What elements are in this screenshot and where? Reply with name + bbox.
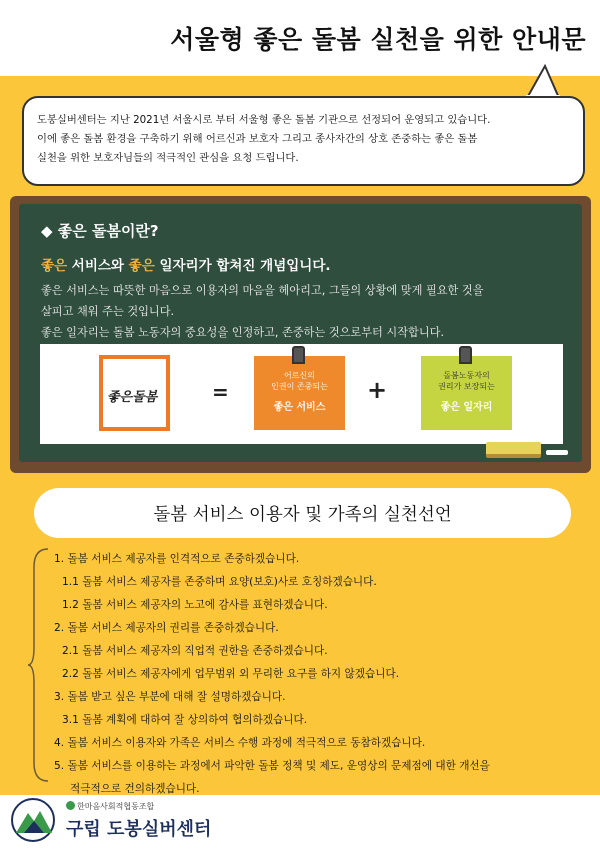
board-subheading <box>41 254 331 274</box>
declaration-list <box>54 548 594 801</box>
title-bar <box>0 0 600 78</box>
job-bold: 좋은 일자리 <box>440 402 493 413</box>
declaration-title: 돌봄 서비스 이용자 및 가족의 실천선언 <box>153 504 452 525</box>
list-item: 3.1 돌봄 계획에 대하여 잘 상의하여 협의하겠습니다. <box>62 714 308 726</box>
board-line-3: 좋은 일자리는 돌봄 노동자의 중요성을 인정하고, 존중하는 것으로부터 시작합니다. <box>41 326 445 339</box>
center-name: 구립 도봉실버센터 <box>66 819 212 840</box>
intro-bubble <box>22 96 585 186</box>
binder-clip-icon <box>292 346 305 364</box>
chalkboard <box>10 196 591 473</box>
good-service-note <box>254 356 345 430</box>
coop-logo-icon <box>66 801 75 810</box>
list-item: 2.2 돌봄 서비스 제공자에게 업무범위 외 무리한 요구를 하지 않겠습니다. <box>62 668 400 680</box>
equation-panel <box>40 344 563 444</box>
binder-clip-icon <box>459 346 472 364</box>
service-bold: 좋은 서비스 <box>273 402 326 413</box>
list-item: 5. 돌봄 서비스를 이용하는 과정에서 파악한 돌봄 정책 및 제도, 운영상의 문제점에 대한 개선을 <box>54 760 490 772</box>
service-line-1: 어르신의 <box>284 371 315 380</box>
list-item: 적극적으로 건의하겠습니다. <box>70 783 200 795</box>
list-item: 1.1 돌봄 서비스 제공자를 존중하며 요양(보호)사로 호칭하겠습니다. <box>62 576 377 588</box>
intro-line-1: 도봉실버센터는 지난 2021년 서울시로 부터 서울형 좋은 돌봄 기관으로 선정되어 운영되고 있습니다. <box>37 114 491 126</box>
page-title: 서울형 좋은 돌봄 실천을 위한 안내문 <box>170 25 586 54</box>
plus-sign: + <box>367 376 388 404</box>
list-item: 2. 돌봄 서비스 제공자의 권리를 존중하겠습니다. <box>54 622 279 634</box>
chalk-icon <box>546 450 568 455</box>
list-item: 1.2 돌봄 서비스 제공자의 노고에 감사를 표현하겠습니다. <box>62 599 328 611</box>
footer <box>0 795 600 849</box>
speech-tail <box>523 64 563 98</box>
coop-name: 한마음사회적협동조합 <box>77 802 155 811</box>
declaration-title-pill <box>34 488 571 538</box>
brace-icon <box>26 547 50 783</box>
list-item: 2.1 돌봄 서비스 제공자의 직업적 권한을 존중하겠습니다. <box>62 645 328 657</box>
board-line-2: 살피고 채워 주는 것입니다. <box>41 305 175 318</box>
job-line-1: 돌봄노동자의 <box>443 371 490 380</box>
list-item: 4. 돌봄 서비스 이용자와 가족은 서비스 수행 과정에 적극적으로 동참하겠습니다. <box>54 737 426 749</box>
subheading-part-2: 서비스와 <box>67 258 129 274</box>
board-heading: ◆ 좋은 돌봄이란? <box>41 222 159 240</box>
board-text <box>41 280 571 343</box>
list-item: 3. 돌봄 받고 싶은 부분에 대해 잘 설명하겠습니다. <box>54 691 286 703</box>
intro-line-2: 이에 좋은 돌봄 환경을 구축하기 위해 어르신과 보호자 그리고 종사자간의 상호 존중하는 좋은 돌봄 <box>37 133 478 145</box>
intro-line-3: 실천을 위한 보호자님들의 적극적인 관심을 요청 드립니다. <box>37 152 299 164</box>
eraser-icon <box>486 442 541 458</box>
highlight-good-1: 좋은 <box>41 258 68 274</box>
mountain-logo-icon <box>10 797 56 843</box>
equals-sign: = <box>212 380 229 404</box>
service-line-2: 인권이 존중되는 <box>271 382 328 391</box>
good-job-note <box>421 356 512 430</box>
subheading-part-4: 일자리가 합쳐진 개념입니다. <box>154 258 331 274</box>
board-line-1: 좋은 서비스는 따뜻한 마음으로 이용자의 마음을 헤아리고, 그들의 상황에 맞게 필요한 것을 <box>41 284 484 297</box>
calligraphy-text: 좋은돌봄 <box>107 390 158 405</box>
job-line-2: 권리가 보장되는 <box>438 382 495 391</box>
chalkboard-surface <box>19 204 582 462</box>
list-item: 1. 돌봄 서비스 제공자를 인격적으로 존중하겠습니다. <box>54 553 300 565</box>
highlight-good-2: 좋은 <box>128 258 155 274</box>
calligraphy-frame <box>99 355 170 431</box>
